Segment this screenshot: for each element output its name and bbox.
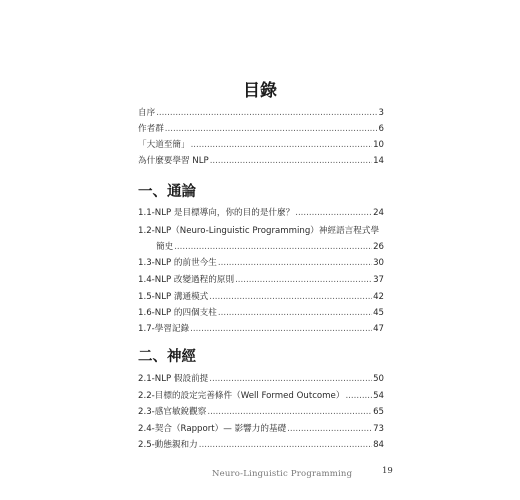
leader-dots [209,292,372,302]
entry-page: 10 [373,140,384,150]
page-title: 目錄 [243,81,277,101]
entry-label: 2.1-NLP 假設前提 [138,374,209,384]
toc-entry [138,106,384,118]
entry-page: 65 [373,407,384,417]
entry-label: 1.7-學習記錄 [138,324,190,334]
entry-page: 14 [373,156,384,166]
leader-dots [165,124,378,134]
entry-label: 簡史 [156,242,174,252]
page-number: 19 [382,466,393,476]
entry-label: 1.5-NLP 溝通模式 [138,292,209,302]
entry-page: 84 [373,440,384,450]
leader-dots [191,140,372,150]
leader-dots [190,324,372,334]
toc-entry [138,438,384,450]
toc-entry [138,422,384,434]
toc-entry [138,206,384,218]
entry-page: 24 [373,208,384,218]
entry-page: 30 [373,258,384,268]
leader-dots [209,374,372,384]
leader-dots [235,275,372,285]
entry-page: 73 [373,424,384,434]
toc-entry [138,405,384,417]
toc-entry [138,306,384,318]
entry-label: 2.2-目標的設定完善條件（Well Formed Outcome） [138,391,345,401]
toc-entry [138,389,384,401]
toc-entry [138,273,384,285]
entry-label: 為什麼要學習 NLP [138,156,209,166]
entry-label: 1.4-NLP 改變過程的原則 [138,275,235,285]
leader-dots [207,407,372,417]
leader-dots [174,242,372,252]
entry-label: 2.5-動態親和力 [138,440,198,450]
entry-label: 自序 [138,108,156,118]
toc-entry [138,122,384,134]
leader-dots [218,308,372,318]
running-footer: Neuro-Linguistic Programming [212,469,353,479]
entry-page: 6 [378,124,384,134]
entry-label: 1.6-NLP 的四個支柱 [138,308,217,318]
entry-label: 2.3-感官敏銳觀察 [138,407,207,417]
entry-page: 37 [373,275,384,285]
toc-entry-continuation [156,240,384,252]
section-heading: 二、神經 [138,348,196,365]
leader-dots [210,156,372,166]
entry-page: 50 [373,374,384,384]
leader-dots [287,424,372,434]
entry-label: 1.2-NLP（Neuro-Linguistic Programming）神經語言程式學 [138,226,380,236]
leader-dots [218,258,372,268]
entry-label: 1.3-NLP 的前世今生 [138,258,217,268]
toc-entry [138,138,384,150]
entry-label: 作者群 [138,124,164,134]
section-heading: 一、通論 [138,183,196,200]
leader-dots [345,391,372,401]
entry-page: 54 [373,391,384,401]
entry-label: 「大道至簡」 [138,140,190,150]
toc-entry [138,224,384,236]
entry-label: 1.1-NLP 是目標導向，你的目的是什麼？ [138,208,295,218]
leader-dots [156,108,377,118]
toc-entry [138,290,384,302]
entry-page: 3 [378,108,384,118]
entry-label: 2.4-契合（Rapport）— 影響力的基礎 [138,424,287,434]
entry-page: 42 [373,292,384,302]
toc-entry [138,322,384,334]
entry-page: 26 [373,242,384,252]
leader-dots [199,440,372,450]
entry-page: 45 [373,308,384,318]
toc-entry [138,372,384,384]
toc-entry [138,154,384,166]
leader-dots [295,208,372,218]
entry-page: 47 [373,324,384,334]
toc-entry [138,256,384,268]
